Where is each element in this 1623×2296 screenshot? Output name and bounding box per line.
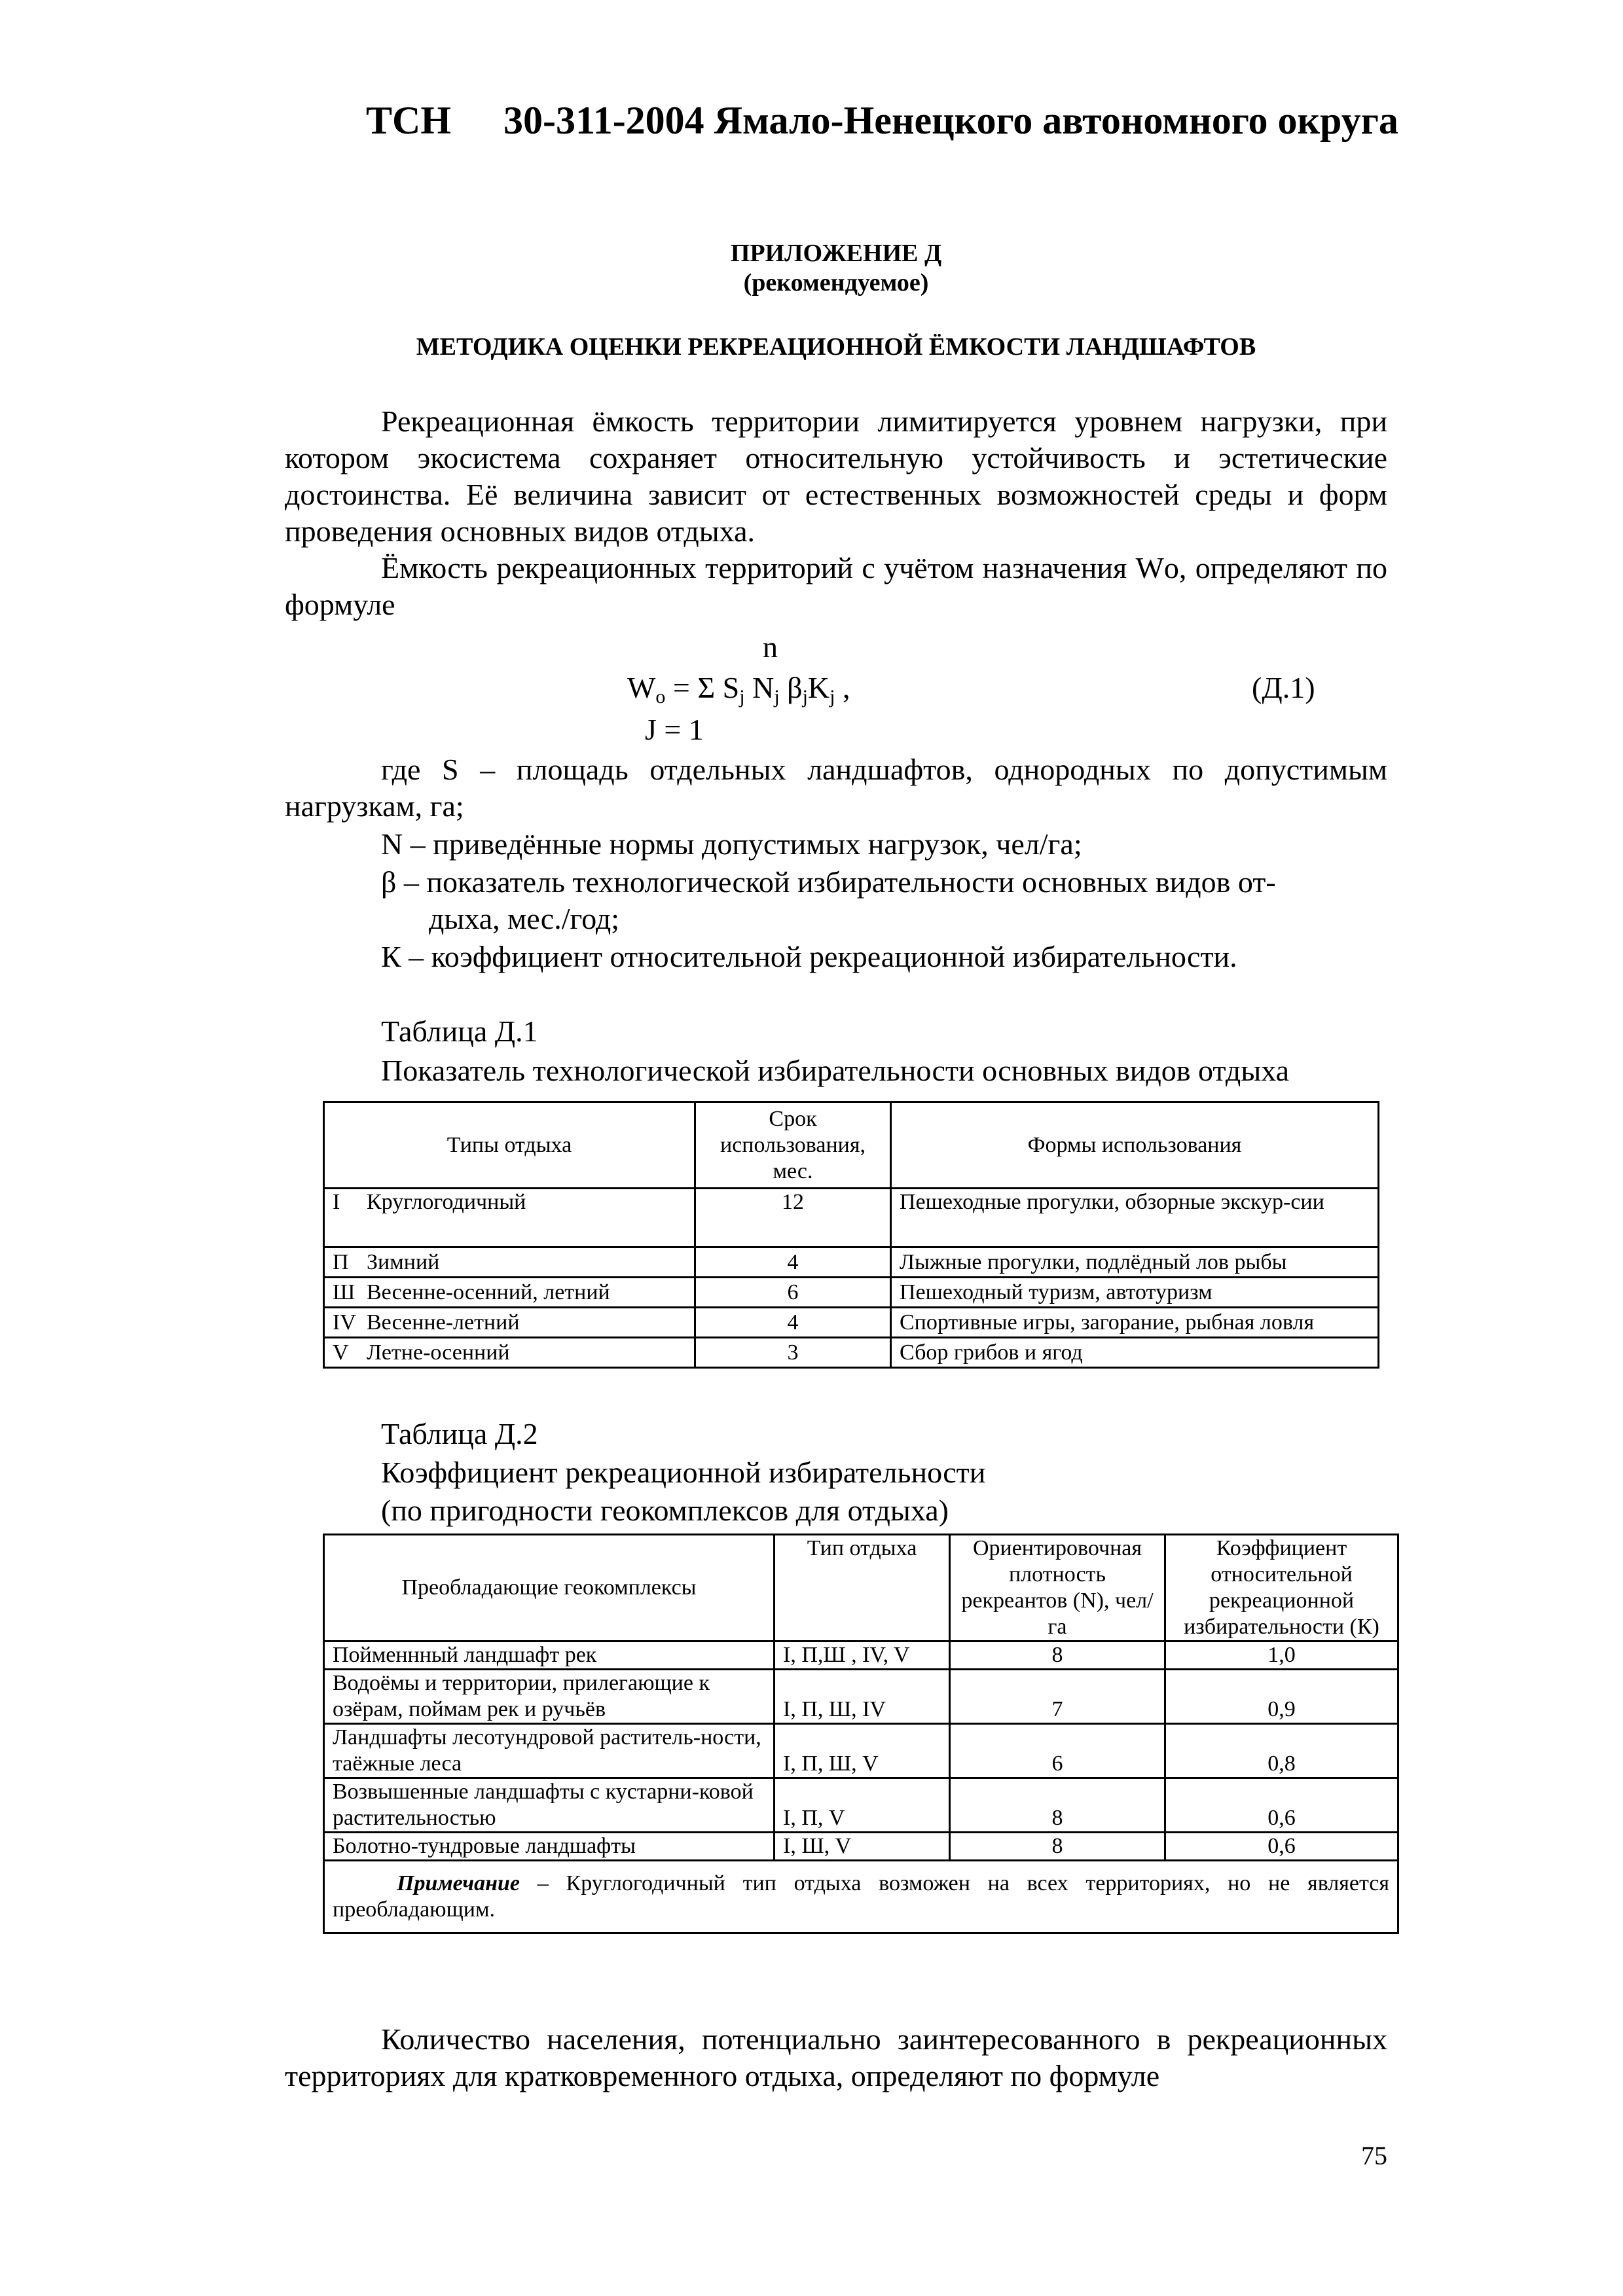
closing-paragraph: Количество населения, потенциально заинтересованного в рекреационных территориях для кратковременного отдыха, определяют по формуле [285,2022,1387,2092]
header-code: 30-311-2004 Ямало-Ненецкого автономного округа [503,99,1398,142]
table1-header-row [324,1102,1379,1189]
header-prefix: ТСН [366,99,452,142]
table2-caption-1: Коэффициент рекреационной избирательности [381,1456,986,1489]
table1 [323,1101,1379,1369]
formula-upper-limit: n [763,630,778,664]
definition-s: где S – площадь отдельных ландшафтов, однородных по допустимым нагрузкам, га; [285,753,1387,823]
page-number: 75 [1361,2141,1387,2170]
table-row: V Летне-осенний 3 Сбор грибов и ягод [324,1338,1379,1368]
table2-caption-2: (по пригодности геокомплексов для отдыха) [381,1494,949,1527]
definition-beta: β – показатель технологической избирательности основных видов от- дыха, мес./год; [381,865,1276,935]
definition-n: N – приведённые нормы допустимых нагрузок, чел/га; [381,827,1082,861]
table-row: Пойменнный ландшафт рек I, П,Ш , IV, V 8 1,0 [324,1641,1398,1670]
table1-header: Типы отдыха [324,1102,695,1189]
intro-paragraph-2: Ёмкость рекреационных территорий с учётом назначения Wо, определяют по формуле [285,551,1387,621]
table2-header: Ориентировочная плотность рекреантов (N), чел/га [950,1535,1165,1641]
table-row: П Зимний 4 Лыжные прогулки, подлёдный лов рыбы [324,1247,1379,1278]
table-row: Ш Весенне-осенний, летний 6 Пешеходный туризм, автотуризм [324,1278,1379,1308]
table2-header: Коэффициент относительной рекреационной избирательности (К) [1165,1535,1398,1641]
table2-header-row [324,1535,1398,1641]
table2-note-row [324,1861,1398,1933]
table1-label: Таблица Д.1 [381,1014,538,1048]
table-row: Ландшафты лесотундровой раститель-ности, таёжные леса I, П, Ш, V 6 0,8 [324,1724,1398,1778]
intro-paragraph-1: Рекреационная ёмкость территории лимитируется уровнем нагрузки, при котором экосистема сохраняет относительную устойчивость и эстетические достоинства. Её величина зависит от естественных возможностей среды и форм проведения основных видов отдыха. [285,404,1387,548]
document-header [366,98,1398,143]
table-row: Болотно-тундровые ландшафты I, Ш, V 8 0,6 [324,1833,1398,1861]
formula-lower-limit: J = 1 [645,713,704,746]
table1-header: Срок использования, мес. [695,1102,891,1189]
table-row: IV Весенне-летний 4 Спортивные игры, загорание, рыбная ловля [324,1308,1379,1338]
formula: $W_o = \Sigma$ $S_j$ $N_j$ $\beta_jK_j$ , [627,671,850,708]
table-row: Водоёмы и территории, прилегающие к озёрам, поймам рек и ручьёв I, П, Ш, IV 7 0,9 [324,1670,1398,1724]
definition-k: К – коэффициент относительной рекреационной избирательности. [381,940,1237,973]
table2-header: Тип отдыха [775,1535,950,1641]
table-row: Возвышенные ландшафты с кустарни-ковой растительностью I, П, V 8 0,6 [324,1778,1398,1833]
table2-header: Преобладающие геокомплексы [324,1535,775,1641]
table2-label: Таблица Д.2 [381,1417,538,1450]
formula-number: (Д.1) [1252,671,1315,704]
table2-note: Примечание – Круглогодичный тип отдыха возможен на всех территориях, но не является преобладающим. [324,1861,1398,1933]
table1-caption: Показатель технологической избирательности основных видов отдыха [381,1054,1290,1087]
table2 [323,1534,1399,1934]
appendix-status: (рекомендуемое) [743,269,929,296]
table1-header: Формы использования [891,1102,1379,1189]
table-row: I Круглогодичный 12 Пешеходные прогулки, обзорные экскур-сии [324,1189,1379,1247]
appendix-heading: МЕТОДИКА ОЦЕНКИ РЕКРЕАЦИОННОЙ ЁМКОСТИ ЛАНДШАФТОВ [416,333,1256,361]
appendix-title: ПРИЛОЖЕНИЕ Д [730,240,942,267]
